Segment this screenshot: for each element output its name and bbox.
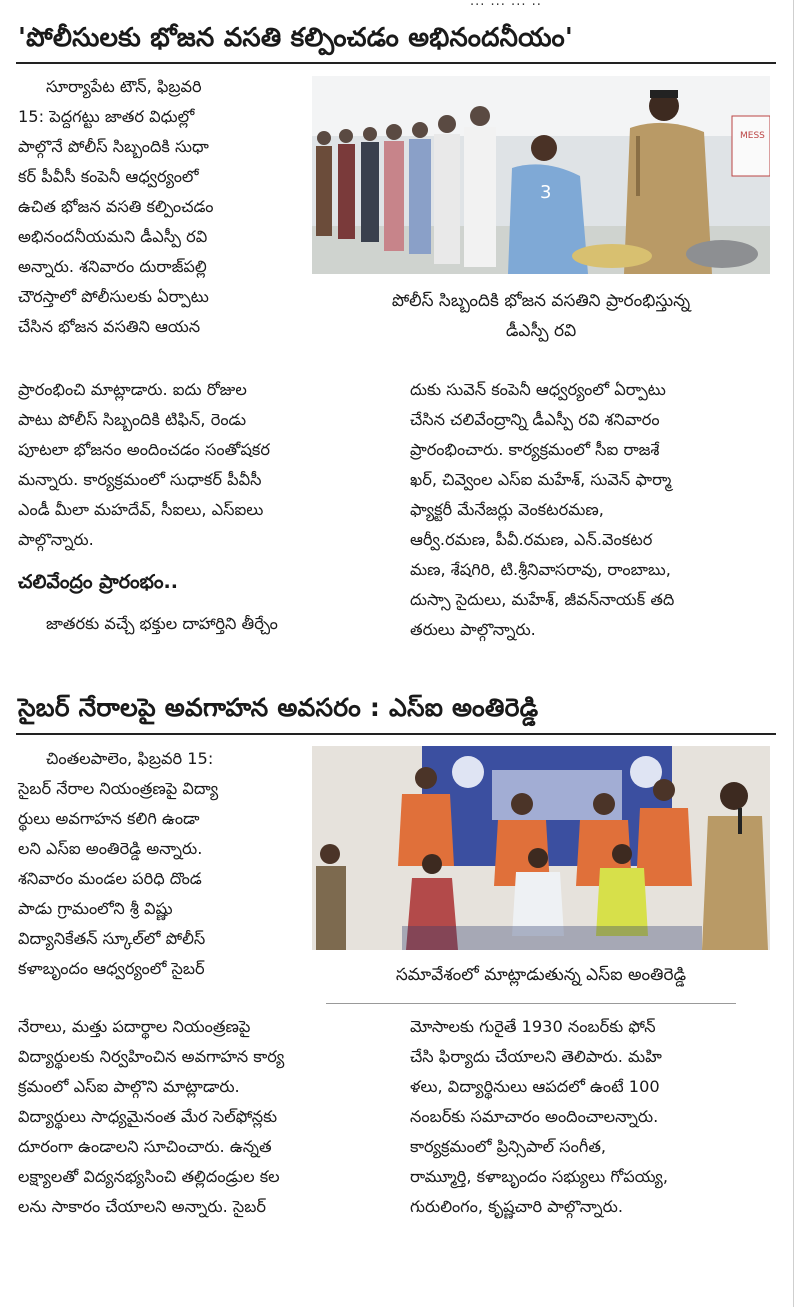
- article2-left-column: [18, 1012, 382, 1222]
- body-line: పాటు పోలీస్ సిబ్బందికి టిఫిన్, రెండు: [18, 410, 247, 429]
- article1-photo-caption: [312, 286, 770, 346]
- lead-line: సూర్యాపేట టౌన్, ఫిబ్రవరి: [46, 77, 202, 96]
- body-line: ఫ్యాక్టరీ మేనేజర్లు వెంకటరమణ,: [410, 500, 604, 519]
- body-line: కార్యక్రమంలో ప్రిన్సిపాల్ సంగీత,: [410, 1137, 607, 1156]
- lead-line: 15: పెద్దగట్టు జాతర విధుల్లో: [18, 107, 195, 126]
- lead-line: ర్థులు అవగాహన కలిగి ఉండా: [18, 809, 200, 828]
- article1-photo: [312, 76, 770, 274]
- svg-text:3: 3: [540, 182, 552, 203]
- article2-photo-caption: సమావేశంలో మాట్లాడుతున్న ఎస్ఐ అంతిరెడ్డి: [395, 965, 687, 985]
- lead-line: శనివారం మండల పరిధి దొండ: [18, 869, 202, 888]
- lead-line: చేసిన భోజన వసతిని ఆయన: [18, 317, 201, 336]
- lead-line: లని ఎస్ఐ అంతిరెడ్డి అన్నారు.: [18, 839, 203, 858]
- fragment-text: ... ... ... ..: [470, 0, 542, 9]
- lead-line: ఉచిత భోజన వసతి కల్పించడం: [18, 197, 214, 216]
- body-line: పూటలా భోజనం అందించడం సంతోషకర: [18, 440, 270, 459]
- article1-headline: 'పోలీసులకు భోజన వసతి కల్పించడం అభినందనీయం': [18, 23, 574, 53]
- lead-line: అన్నారు. శనివారం దురాజ్‌పల్లి: [18, 257, 207, 276]
- body-line: నంబర్‌కు సమాచారం అందించాలన్నారు.: [410, 1107, 659, 1126]
- body-line: నేరాలు, మత్తు పదార్థాల నియంత్రణపై: [18, 1017, 251, 1036]
- body-line: క్రమంలో ఎస్ఐ పాల్గొని మాట్లాడారు.: [18, 1077, 240, 1096]
- lead-line: అభినందనీయమని డీఎస్పీ రవి: [18, 227, 208, 246]
- article2-headline: సైబర్ నేరాలపై అవగాహన అవసరం : ఎస్ఐ అంతిరెడ్డి: [18, 693, 539, 722]
- lead-line: విద్యానికేతన్ స్కూల్‌లో పోలీస్: [18, 929, 206, 948]
- body-line: ప్రారంభించారు. కార్యక్రమంలో సీఐ రాజశే: [410, 440, 660, 459]
- body-line: విద్యార్థులకు నిర్వహించిన అవగాహన కార్య: [18, 1047, 285, 1066]
- body-line: గురులింగం, కృష్ణచారి పాల్గొన్నారు.: [410, 1197, 623, 1216]
- body-line: దూరంగా ఉండాలని సూచించారు. ఉన్నత: [18, 1137, 272, 1156]
- body-line: మణ, శేషగిరి, టి.శ్రీనివాసరావు, రాంబాబు,: [410, 560, 671, 579]
- lead-line: చౌరస్తాలో పోలీసులకు ఏర్పాటు: [18, 287, 209, 306]
- mess-sign: MESS: [740, 131, 765, 141]
- body-line: మోసాలకు గురైతే 1930 నంబర్‌కు ఫోన్: [410, 1017, 656, 1036]
- subheading-chalivendram: చలివేంద్రం ప్రారంభం..: [18, 571, 178, 593]
- caption-line: పోలీస్ సిబ్బందికి భోజన వసతిని ప్రారంభిస్తున్న: [391, 291, 691, 311]
- body-line: తరులు పాల్గొన్నారు.: [410, 620, 536, 639]
- body-line: లను సాకారం చేయాలని అన్నారు. సైబర్: [18, 1197, 266, 1216]
- body-line: విద్యార్థులు సాధ్యమైనంత మేర సెల్‌ఫోన్లకు: [18, 1107, 278, 1126]
- body-line: రామ్మూర్తి, కళాబృందం సభ్యులు గోపయ్య,: [410, 1167, 668, 1186]
- lead-line: కర్ పీవీసీ కంపెనీ ఆధ్వర్యంలో: [18, 167, 199, 186]
- lead-line: పాల్గొనే పోలీస్ సిబ్బందికి సుధా: [18, 137, 209, 156]
- body-line: ఎండీ మీలా మహదేవ్, సీఐలు, ఎస్ఐలు: [18, 500, 264, 519]
- body-line: జాతరకు వచ్చే భక్తుల దాహార్తిని తీర్చేం: [46, 614, 278, 633]
- article2-right-column: [410, 1012, 774, 1222]
- lead-line: సైబర్ నేరాల నియంత్రణపై విద్యా: [18, 779, 219, 798]
- caption-underline: [326, 1003, 736, 1004]
- body-line: చేసిన చలివేంద్రాన్ని డీఎస్పీ రవి శనివారం: [410, 410, 660, 429]
- body-line: ఆర్వీ.రమణ, పీవీ.రమణ, ఎన్.వెంకటర: [410, 530, 653, 549]
- article1-left-column: [18, 375, 382, 639]
- article2-lead: [18, 744, 296, 984]
- article1-right-column: [410, 375, 774, 645]
- photo-si-speaking: [312, 746, 770, 950]
- body-line: దుకు సువెన్ కంపెనీ ఆధ్వర్యంలో ఏర్పాటు: [410, 380, 666, 399]
- body-line: చేసి ఫిర్యాదు చేయాలని తెలిపారు. మహి: [410, 1047, 662, 1066]
- body-line: లక్ష్యాలతో విద్యనభ్యసించి తల్లిదండ్రుల కల: [18, 1167, 280, 1186]
- photo-police-serving-food: [312, 76, 770, 274]
- article2-rule: [16, 733, 776, 735]
- article1-rule: [16, 62, 776, 64]
- body-line: ఖర్, చివ్వెంల ఎస్ఐ మహేశ్, సువెన్ ఫార్మా: [410, 470, 672, 489]
- article1-lead: [18, 72, 308, 342]
- body-line: దుస్సా సైదులు, మహేశ్, జీవన్‌నాయక్ తది: [410, 590, 675, 609]
- lead-line: పాడు గ్రామంలోని శ్రీ విష్ణు: [18, 899, 173, 918]
- caption-line: డీఎస్పీ రవి: [505, 321, 577, 341]
- body-line: ళలు, విద్యార్థినులు ఆపదలో ఉంటే 100: [410, 1077, 660, 1096]
- body-line: పాల్గొన్నారు.: [18, 530, 94, 549]
- page-edge-rule: [793, 0, 794, 1307]
- lead-line: చింతలపాలెం, ఫిబ్రవరి 15:: [46, 749, 214, 768]
- lead-line: కళాబృందం ఆధ్వర్యంలో సైబర్: [18, 959, 205, 978]
- article2-photo: [312, 746, 770, 950]
- previous-article-fragment: [0, 0, 800, 10]
- body-line: మన్నారు. కార్యక్రమంలో సుధాకర్ పీవీసీ: [18, 470, 262, 489]
- body-line: ప్రారంభించి మాట్లాడారు. ఐదు రోజుల: [18, 380, 247, 399]
